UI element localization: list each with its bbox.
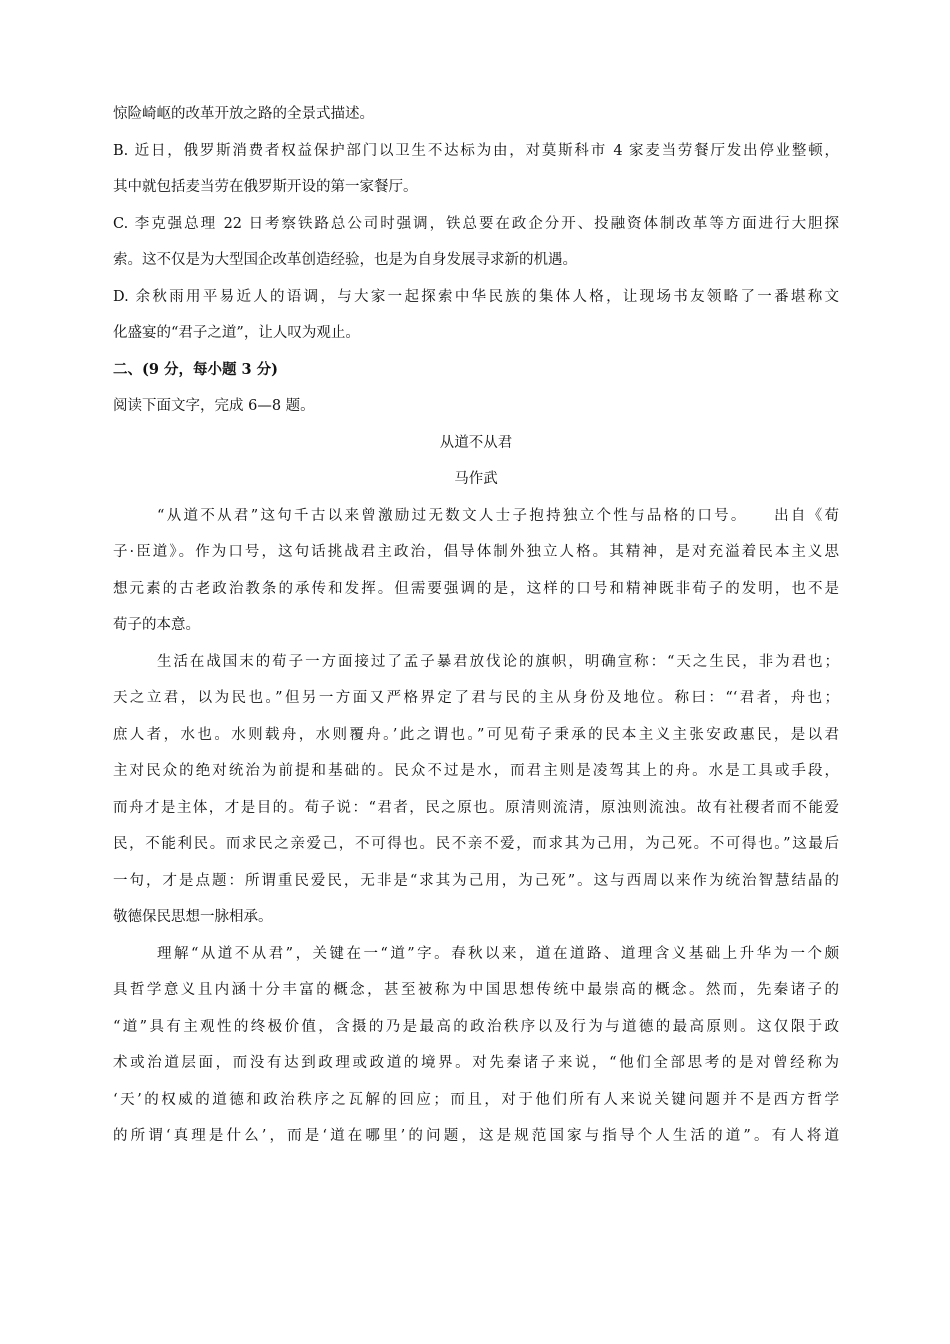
option-d-line-1: D. 余秋雨用平易近人的语调，与大家一起探索中华民族的集体人格，让现场书友领略了一番堪称文 xyxy=(113,288,839,305)
option-c-line-1: C. 李克强总理 22 日考察铁路总公司时强调，铁总要在政企分开、投融资体制改革等方面进行大胆探 xyxy=(113,215,839,232)
paragraph-2-line-5: 而舟才是主体，才是目的。荀子说：“君者，民之原也。原清则流清，原浊则流浊。故有社稷者而不能爱 xyxy=(113,799,839,816)
instruction: 阅读下面文字，完成 6—8 题。 xyxy=(113,398,315,414)
paragraph-2-line-2: 天之立君，以为民也。”但另一方面又严格界定了君与民的主从身份及地位。称曰：“‘君者，舟也； xyxy=(113,690,839,706)
paragraph-1-line-1: “从道不从君”这句千古以来曾激励过无数文人士子抱持独立个性与品格的口号。 出自《荀 xyxy=(157,507,839,524)
paragraph-1-line-4: 荀子的本意。 xyxy=(113,617,200,633)
paragraph-2-line-1: 生活在战国末的荀子一方面接过了孟子暴君放伐论的旗帜，明确宣称：“天之生民，非为君也； xyxy=(157,653,839,670)
paragraph-3-line-5: ‘天’的权威的道德和政治秩序之瓦解的回应；而且，对于他们所有人来说关键问题并不是西方哲学 xyxy=(113,1091,839,1108)
option-c-line-2: 索。这不仅是为大型国企改革创造经验，也是为自身发展寻求新的机遇。 xyxy=(113,252,577,268)
paragraph-3-line-3: “道”具有主观性的终极价值，含摄的乃是最高的政治秩序以及行为与道德的最高原则。这仅限于政 xyxy=(113,1018,839,1035)
paragraph-2-line-7: 一句，才是点题：所谓重民爱民，无非是“求其为己用，为己死”。这与西周以来作为统治智慧结晶的 xyxy=(113,872,839,889)
article-author: 马作武 xyxy=(454,471,498,487)
section-heading: 二、(9 分，每小题 3 分) xyxy=(113,360,279,378)
paragraph-2-line-6: 民，不能利民。而求民之亲爱己，不可得也。民不亲不爱，而求其为己用，为己死。不可得也。”这最后 xyxy=(113,836,839,852)
option-d-line-2: 化盛宴的“君子之道”，让人叹为观止。 xyxy=(113,325,360,341)
paragraph-1-line-2: 子·臣道》。作为口号，这句话挑战君主政治，倡导体制外独立人格。其精神，是对充溢着民本主义思 xyxy=(113,544,839,560)
paragraph-2-line-3: 庶人者，水也。水则载舟，水则覆舟。’此之谓也。”可见荀子秉承的民本主义主张安政惠民，是以君 xyxy=(113,726,839,743)
paragraph-3-line-2: 具哲学意义且内涵十分丰富的概念，甚至被称为中国思想传统中最崇高的概念。然而，先秦诸子的 xyxy=(113,982,839,998)
paragraph-3-line-1: 理解“从道不从君”，关键在一“道”字。春秋以来，道在道路、道理含义基础上升华为一个颇 xyxy=(157,945,839,962)
paragraph-1-line-3: 想元素的古老政治教条的承传和发挥。但需要强调的是，这样的口号和精神既非荀子的发明，也不是 xyxy=(113,580,839,597)
paragraph-2-line-8: 敬德保民思想一脉相承。 xyxy=(113,909,273,925)
document-page xyxy=(113,96,839,1155)
article-title: 从道不从君 xyxy=(439,434,513,451)
option-b-line-1: B. 近日，俄罗斯消费者权益保护部门以卫生不达标为由，对莫斯科市 4 家麦当劳餐厅发出停业整顿， xyxy=(113,142,839,159)
paragraph-3-line-4: 术或治道层面，而没有达到政理或政道的境界。对先秦诸子来说，“他们全部思考的是对曾经称为 xyxy=(113,1055,839,1071)
option-a-tail: 惊险崎岖的改革开放之路的全景式描述。 xyxy=(113,106,374,122)
paragraph-2-line-4: 主对民众的绝对统治为前提和基础的。民众不过是水，而君主则是凌驾其上的舟。水是工具或手段， xyxy=(113,763,839,779)
paragraph-3-line-6: 的所谓‘真理是什么’，而是‘道在哪里’的问题，这是规范国家与指导个人生活的道”。有人将道 xyxy=(113,1128,839,1144)
option-b-line-2: 其中就包括麦当劳在俄罗斯开设的第一家餐厅。 xyxy=(113,179,418,195)
